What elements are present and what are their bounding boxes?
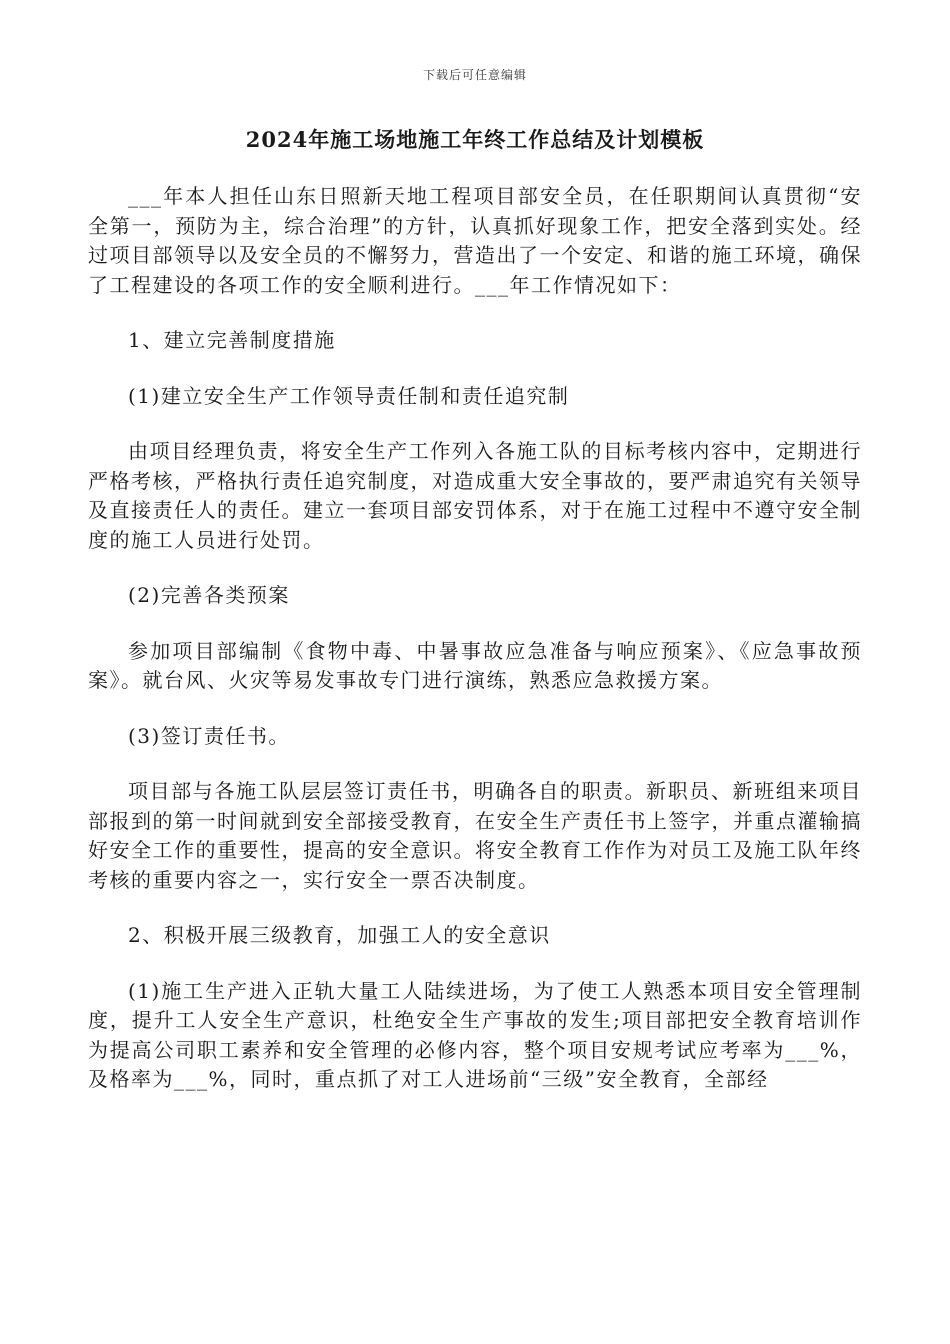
paragraph-education: (1)施工生产进入正轨大量工人陆续进场，为了使工人熟悉本项目安全管理制度，提升工人安全生产意识，杜绝安全生产事故的发生;项目部把安全教育培训作为提高公司职工素养和安全管理的必修内容，整个项目安规考试应考率为___%，及格率为___%，同时，重点抓了对工人进场前“三级”安全教育，全部经 [88, 978, 862, 1091]
paragraph-agreement: 项目部与各施工队层层签订责任书，明确各自的职责。新职员、新班组来项目部报到的第一时间就到安全部接受教育，在安全生产责任书上签字，并重点灌输搞好安全工作的重要性，提高的安全意识。将安全教育工作作为对员工及施工队年终考核的重要内容之一，实行安全一票否决制度。 [88, 779, 862, 892]
paragraph-plans: 参加项目部编制《食物中毒、中暑事故应急准备与响应预案》、《应急事故预案》。就台风、火灾等易发事故专门进行演练，熟悉应急救援方案。 [88, 638, 862, 692]
section-heading-1: 1、建立完善制度措施 [128, 328, 336, 352]
paragraph-responsibility: 由项目经理负责，将安全生产工作列入各施工队的目标考核内容中，定期进行严格考核，严格执行责任追究制度，对造成重大安全事故的，要严肃追究有关领导及直接责任人的责任。建立一套项目部安罚体系，对于在施工过程中不遵守安全制度的施工人员进行处罚。 [88, 439, 862, 552]
subsection-heading-1-3: (3)签订责任书。 [128, 723, 290, 748]
subsection-heading-1-2: (2)完善各类预案 [128, 583, 290, 607]
header-note: 下载后可任意编辑 [422, 68, 527, 82]
subsection-heading-1-1: (1)建立安全生产工作领导责任制和责任追究制 [128, 383, 570, 408]
document-title: 2024年施工场地施工年终工作总结及计划模板 [245, 127, 705, 152]
paragraph-intro: ___年本人担任山东日照新天地工程项目部安全员，在任职期间认真贯彻“安全第一，预防为主，综合治理”的方针，认真抓好现象工作，把安全落到实处。经过项目部领导以及安全员的不懈努力，营造出了一个安定、和谐的施工环境，确保了工程建设的各项工作的安全顺利进行。___年工作情况如下： [88, 184, 862, 297]
document-body [88, 182, 862, 1095]
section-heading-2: 2、积极开展三级教育，加强工人的安全意识 [128, 923, 551, 947]
